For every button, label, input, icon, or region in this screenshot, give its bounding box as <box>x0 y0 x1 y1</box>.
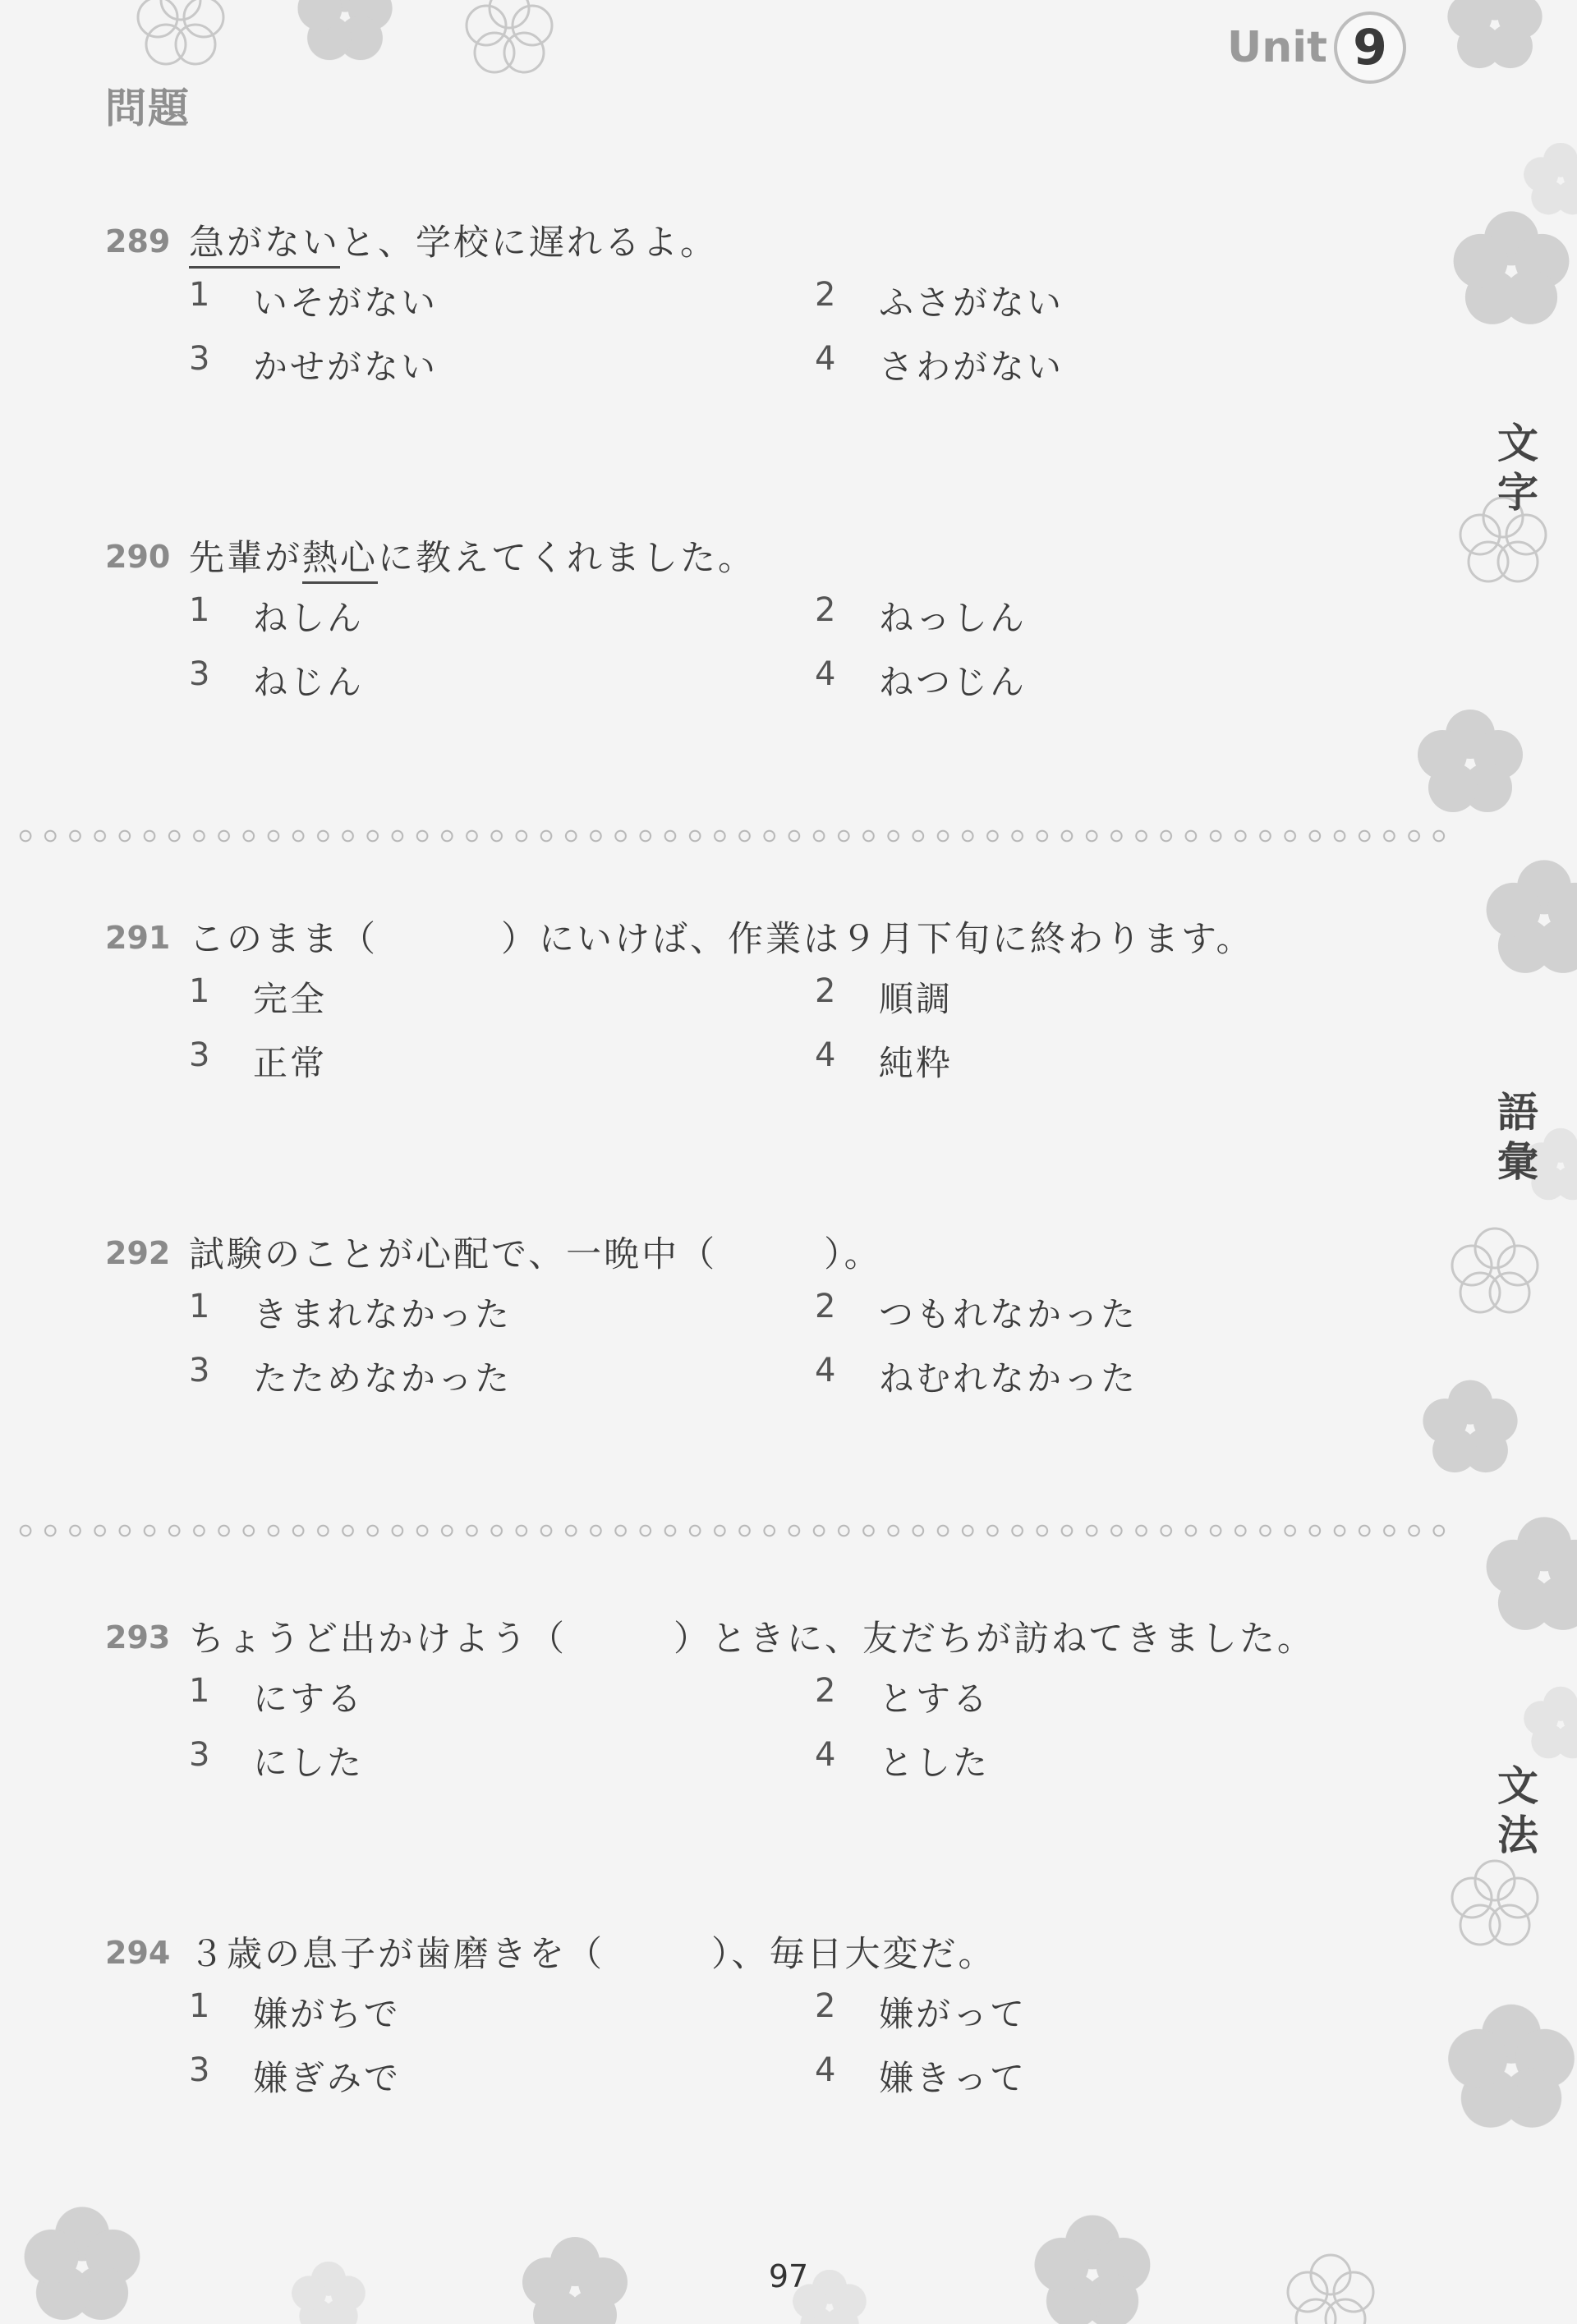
page-title: 問題 <box>105 85 191 132</box>
question-sentence: ３歳の息子が歯磨きを（ ）、毎日大変だ。 <box>189 1934 996 1975</box>
section-divider <box>13 1522 1451 1540</box>
question-sentence: 急がないと、学校に遅れるよ。 <box>189 215 718 265</box>
question-number: 292 <box>105 1235 171 1271</box>
question-number: 289 <box>105 223 171 259</box>
question-sentence: ちょうど出かけよう（ ）ときに、友だちが訪ねてきました。 <box>189 1619 1315 1660</box>
unit-number-badge: 9 <box>1334 11 1406 84</box>
question-sentence: 試験のことが心配で、一晩中（ ）。 <box>189 1234 882 1275</box>
question-number: 291 <box>105 920 171 956</box>
question-number: 293 <box>105 1619 171 1656</box>
unit-label: Unit <box>1227 23 1327 72</box>
section-divider <box>13 827 1451 845</box>
side-tab-bunpou: 文 法 <box>1497 1762 1538 1859</box>
question-number: 294 <box>105 1935 171 1971</box>
side-tab-goi: 語 彙 <box>1497 1089 1538 1186</box>
side-tab-moji: 文 字 <box>1497 420 1538 517</box>
textbook-page: 問題 Unit 9 289 急がないと、学校に遅れるよ。 1 いそがない 2 ふさがない 3 かせがない 4 さわがない 290 先輩が熱心に教えてくれました。 1 ねしん 2 ねっしん 3 ねじん 4 ねつじん 291 このまま（ ）にいけば、作業は９月下旬に終わります。 1 完全 2 順調 3 正常 4 純粋 292 試験のことが心配で、一晩中（ ）。 1 きまれなかった 2 つもれなかった 3 たためなかった 4 ねむれなかった 293 ちょうど出かけよう（ ）ときに、友だちが訪ねてきました。 1 にする 2 とする 3 にした 4 とした 294 ３歳の息子が歯磨きを（ ）、毎日大変だ。 1 嫌がちで 2 嫌がって 3 嫌ぎみで 4 嫌きって 文 字 語 彙 文 法 97 <box>0 0 1577 2324</box>
underlined-word: 急がない <box>189 223 340 269</box>
underlined-word: 熱心 <box>302 538 378 584</box>
question-sentence: このまま（ ）にいけば、作業は９月下旬に終わります。 <box>189 919 1254 960</box>
question-number: 290 <box>105 539 171 575</box>
question-sentence: 先輩が熱心に教えてくれました。 <box>189 530 756 581</box>
page-number: 97 <box>768 2258 809 2294</box>
